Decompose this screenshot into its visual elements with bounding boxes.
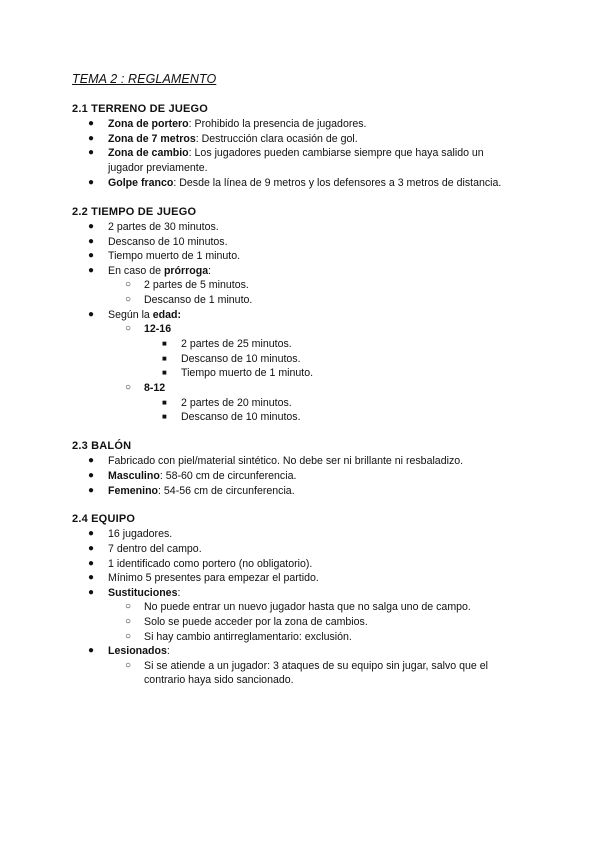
sub-list-item: Si hay cambio antirreglamentario: exclusión. [144, 631, 352, 643]
square-bullet-icon: ■ [162, 368, 167, 377]
bullet-icon: ● [88, 133, 95, 144]
circle-bullet-icon: ○ [125, 601, 132, 612]
list-item: Tiempo muerto de 1 minuto. [108, 250, 241, 262]
bullet-icon: ● [88, 177, 95, 188]
bullet-icon: ● [88, 265, 95, 276]
sub-list-item: Si se atiende a un jugador: 3 ataques de su equipo sin jugar, salvo que el [144, 660, 488, 672]
circle-bullet-icon: ○ [125, 294, 132, 305]
section-heading-tiempo: 2.2 TIEMPO DE JUEGO [72, 206, 197, 218]
bullet-icon: ● [88, 470, 95, 481]
bullet-icon: ● [88, 572, 95, 583]
sub-sub-list-item: 2 partes de 20 minutos. [181, 397, 292, 409]
sub-list-item: Descanso de 1 minuto. [144, 294, 253, 306]
square-bullet-icon: ■ [162, 412, 167, 421]
bullet-icon: ● [88, 118, 95, 129]
list-item: En caso de prórroga: [108, 265, 212, 277]
bullet-icon: ● [88, 250, 95, 261]
list-item: Fabricado con piel/material sintético. No debe ser ni brillante ni resbaladizo. [108, 455, 464, 467]
list-item: Sustituciones: [108, 587, 181, 599]
circle-bullet-icon: ○ [125, 382, 132, 393]
list-item: Golpe franco: Desde la línea de 9 metros y los defensores a 3 metros de distancia. [108, 177, 502, 189]
list-item: 1 identificado como portero (no obligatorio). [108, 558, 313, 570]
list-item: Descanso de 10 minutos. [108, 236, 228, 248]
bullet-icon: ● [88, 236, 95, 247]
bullet-icon: ● [88, 455, 95, 466]
sub-sub-list-item: Descanso de 10 minutos. [181, 411, 301, 423]
sub-sub-list-item: 2 partes de 25 minutos. [181, 338, 292, 350]
bullet-icon: ● [88, 645, 95, 656]
square-bullet-icon: ■ [162, 398, 167, 407]
section-heading-balon: 2.3 BALÓN [72, 440, 132, 452]
list-item: 7 dentro del campo. [108, 543, 202, 555]
bullet-icon: ● [88, 309, 95, 320]
sub-list-item: 12-16 [144, 323, 172, 335]
bullet-icon: ● [88, 221, 95, 232]
circle-bullet-icon: ○ [125, 323, 132, 334]
list-item: Zona de portero: Prohibido la presencia de jugadores. [108, 118, 367, 130]
sub-list-item: 2 partes de 5 minutos. [144, 279, 249, 291]
circle-bullet-icon: ○ [125, 660, 132, 671]
bullet-icon: ● [88, 587, 95, 598]
list-item-continuation: jugador previamente. [108, 162, 208, 174]
sub-sub-list-item: Descanso de 10 minutos. [181, 353, 301, 365]
circle-bullet-icon: ○ [125, 279, 132, 290]
list-item: Zona de cambio: Los jugadores pueden cambiarse siempre que haya salido un [108, 147, 484, 159]
bullet-icon: ● [88, 147, 95, 158]
list-item: Masculino: 58-60 cm de circunferencia. [108, 470, 297, 482]
bullet-icon: ● [88, 485, 95, 496]
square-bullet-icon: ■ [162, 354, 167, 363]
circle-bullet-icon: ○ [125, 631, 132, 642]
square-bullet-icon: ■ [162, 339, 167, 348]
sub-sub-list-item: Tiempo muerto de 1 minuto. [181, 367, 314, 379]
bullet-icon: ● [88, 528, 95, 539]
list-item: Mínimo 5 presentes para empezar el partido. [108, 572, 319, 584]
circle-bullet-icon: ○ [125, 616, 132, 627]
bullet-icon: ● [88, 558, 95, 569]
document-title: TEMA 2 : REGLAMENTO [72, 72, 217, 86]
list-item: Femenino: 54-56 cm de circunferencia. [108, 485, 295, 497]
sub-list-item: Solo se puede acceder por la zona de cambios. [144, 616, 368, 628]
list-item: Según la edad: [108, 309, 182, 321]
sub-list-item-continuation: contrario haya sido sancionado. [144, 674, 294, 686]
sub-list-item: 8-12 [144, 382, 166, 394]
section-heading-terreno: 2.1 TERRENO DE JUEGO [72, 103, 209, 115]
list-item: Lesionados: [108, 645, 170, 657]
bullet-icon: ● [88, 543, 95, 554]
section-heading-equipo: 2.4 EQUIPO [72, 513, 136, 525]
list-item: Zona de 7 metros: Destrucción clara ocasión de gol. [108, 133, 358, 145]
list-item: 2 partes de 30 minutos. [108, 221, 219, 233]
sub-list-item: No puede entrar un nuevo jugador hasta que no salga uno de campo. [144, 601, 471, 613]
list-item: 16 jugadores. [108, 528, 173, 540]
